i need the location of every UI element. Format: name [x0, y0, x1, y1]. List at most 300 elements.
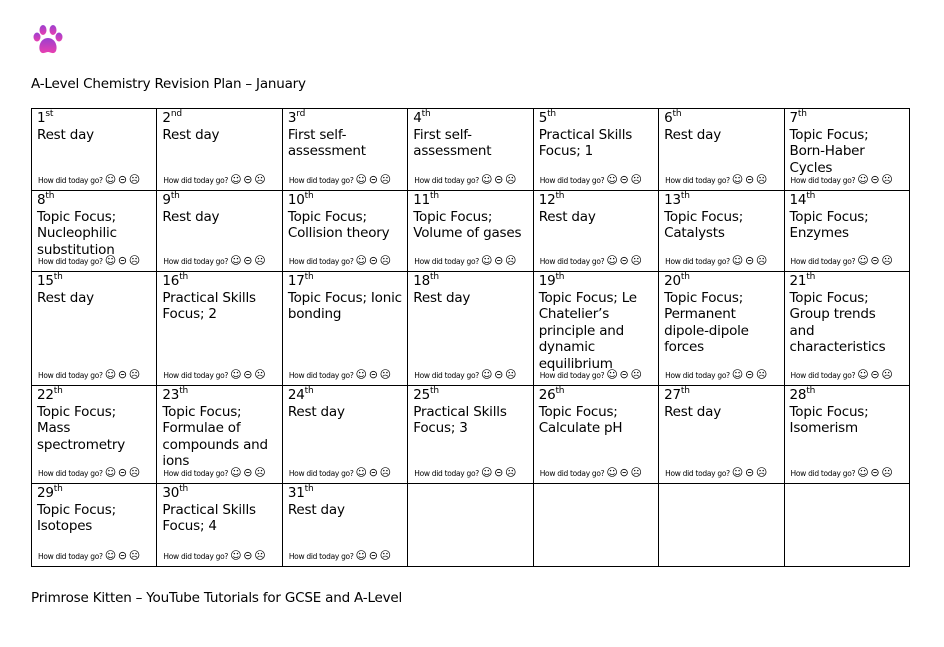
- day-cell: [659, 191, 784, 272]
- neutral-face-icon[interactable]: ⊝: [117, 367, 127, 381]
- day-cell: [408, 191, 533, 272]
- day-suffix: th: [179, 272, 189, 282]
- feedback-row: [791, 253, 893, 271]
- day-task: Topic Focus; Nucleophilic substitution: [37, 208, 117, 258]
- day-cell: [408, 272, 533, 386]
- day-cell: [157, 191, 282, 272]
- day-number: [539, 387, 653, 404]
- neutral-face-icon[interactable]: ⊝: [619, 172, 629, 186]
- happy-face-icon[interactable]: ☺: [355, 367, 367, 381]
- day-suffix: th: [680, 386, 690, 396]
- day-cell: [282, 272, 407, 386]
- day-suffix: th: [421, 109, 431, 119]
- sad-face-icon[interactable]: ☹: [505, 465, 517, 479]
- sad-face-icon[interactable]: ☹: [630, 172, 642, 186]
- day-task: Rest day: [37, 126, 94, 143]
- empty-day-cell: [408, 484, 533, 567]
- day-task: Topic Focus; Calculate pH: [538, 403, 623, 436]
- neutral-face-icon[interactable]: ⊝: [870, 367, 880, 381]
- day-suffix: th: [304, 386, 314, 396]
- day-suffix: th: [304, 191, 314, 201]
- calendar-week-row: [32, 484, 910, 567]
- day-number-value: 9: [162, 192, 171, 208]
- feedback-row: [414, 465, 516, 483]
- day-number-value: 5: [538, 110, 548, 126]
- paw-print-icon: [32, 24, 64, 56]
- feedback-prompt: How did today go?: [288, 175, 354, 185]
- feedback-row: [791, 367, 893, 385]
- day-cell: [157, 484, 282, 567]
- day-task: Rest day: [413, 289, 471, 306]
- empty-day-cell: [659, 484, 784, 567]
- day-number: [790, 110, 904, 127]
- day-task: Topic Focus; Enzymes: [789, 208, 869, 241]
- day-number-value: 19: [538, 273, 556, 289]
- day-cell: [784, 191, 909, 272]
- day-number: [288, 192, 402, 209]
- day-number-value: 7: [789, 110, 798, 126]
- neutral-face-icon[interactable]: ⊝: [368, 465, 378, 479]
- day-number-value: 24: [287, 387, 305, 403]
- feedback-prompt: How did today go?: [38, 551, 103, 561]
- feedback-prompt: How did today go?: [539, 256, 605, 266]
- feedback-prompt: How did today go?: [288, 370, 354, 380]
- day-task: Rest day: [37, 289, 94, 306]
- day-task: Topic Focus; Collision theory: [287, 208, 390, 241]
- sad-face-icon[interactable]: ☹: [881, 367, 893, 381]
- happy-face-icon[interactable]: ☺: [104, 367, 116, 381]
- feedback-prompt: How did today go?: [539, 468, 605, 478]
- calendar-week-row: [32, 386, 910, 484]
- feedback-row: [163, 465, 265, 483]
- calendar-week-row: [32, 109, 910, 191]
- day-suffix: st: [45, 109, 54, 119]
- feedback-prompt: How did today go?: [790, 468, 856, 478]
- happy-face-icon[interactable]: ☺: [606, 367, 618, 381]
- feedback-prompt: How did today go?: [539, 370, 605, 380]
- day-number: [790, 273, 904, 290]
- feedback-row: [289, 548, 391, 566]
- neutral-face-icon[interactable]: ⊝: [368, 548, 378, 562]
- happy-face-icon[interactable]: ☺: [355, 465, 367, 479]
- neutral-face-icon[interactable]: ⊝: [494, 172, 504, 186]
- feedback-prompt: How did today go?: [414, 370, 479, 380]
- happy-face-icon[interactable]: ☺: [480, 465, 493, 479]
- feedback-prompt: How did today go?: [163, 175, 229, 185]
- feedback-row: [791, 172, 893, 190]
- feedback-prompt: How did today go?: [288, 256, 354, 266]
- neutral-face-icon[interactable]: ⊝: [619, 253, 629, 267]
- feedback-prompt: How did today go?: [665, 256, 730, 266]
- happy-face-icon[interactable]: ☺: [606, 465, 618, 479]
- happy-face-icon[interactable]: ☺: [104, 548, 116, 562]
- neutral-face-icon[interactable]: ⊝: [117, 465, 127, 479]
- day-number: [413, 273, 527, 290]
- sad-face-icon[interactable]: ☹: [128, 548, 140, 562]
- feedback-prompt: How did today go?: [790, 256, 856, 266]
- sad-face-icon[interactable]: ☹: [755, 367, 768, 381]
- day-task: Practical Skills Focus; 2: [162, 289, 256, 322]
- day-suffix: th: [430, 191, 439, 201]
- day-cell: [282, 109, 407, 191]
- day-cell: [157, 272, 282, 386]
- sad-face-icon[interactable]: ☹: [755, 465, 768, 479]
- feedback-prompt: How did today go?: [665, 370, 730, 380]
- day-task: Rest day: [664, 126, 722, 143]
- day-task: Topic Focus; Ionic bonding: [287, 289, 402, 322]
- day-cell: [32, 191, 157, 272]
- day-cell: [408, 386, 533, 484]
- neutral-face-icon[interactable]: ⊝: [494, 367, 504, 381]
- neutral-face-icon[interactable]: ⊝: [368, 253, 378, 267]
- feedback-row: [665, 367, 767, 385]
- happy-face-icon[interactable]: ☺: [104, 172, 116, 186]
- day-number-value: 16: [162, 273, 180, 289]
- day-cell: [784, 386, 909, 484]
- day-task: Topic Focus; Isotopes: [37, 501, 116, 534]
- day-task: Practical Skills Focus; 3: [413, 403, 507, 436]
- day-suffix: th: [672, 109, 682, 119]
- day-cell: [282, 191, 407, 272]
- day-number-value: 3: [287, 110, 297, 126]
- day-number-value: 27: [664, 387, 681, 403]
- day-cell: [408, 109, 533, 191]
- happy-face-icon[interactable]: ☺: [857, 465, 869, 479]
- empty-day-cell: [533, 484, 658, 567]
- feedback-prompt: How did today go?: [414, 175, 479, 185]
- neutral-face-icon[interactable]: ⊝: [619, 465, 629, 479]
- feedback-row: [289, 172, 391, 190]
- happy-face-icon[interactable]: ☺: [480, 367, 493, 381]
- day-cell: [282, 484, 407, 567]
- neutral-face-icon[interactable]: ⊝: [368, 172, 378, 186]
- day-task: Topic Focus; Mass spectrometry: [37, 403, 126, 453]
- sad-face-icon[interactable]: ☹: [128, 465, 140, 479]
- day-cell: [32, 109, 157, 191]
- neutral-face-icon[interactable]: ⊝: [744, 465, 754, 479]
- sad-face-icon[interactable]: ☹: [505, 367, 517, 381]
- day-number: [413, 110, 527, 127]
- sad-face-icon[interactable]: ☹: [254, 548, 266, 562]
- feedback-row: [38, 172, 140, 190]
- sad-face-icon[interactable]: ☹: [881, 253, 893, 267]
- happy-face-icon[interactable]: ☺: [104, 253, 116, 267]
- neutral-face-icon[interactable]: ⊝: [870, 172, 880, 186]
- day-number: [162, 192, 276, 209]
- day-suffix: th: [45, 191, 55, 201]
- day-number: [288, 273, 402, 290]
- sad-face-icon[interactable]: ☹: [379, 172, 391, 186]
- day-number-value: 28: [789, 387, 807, 403]
- happy-face-icon[interactable]: ☺: [355, 253, 367, 267]
- happy-face-icon[interactable]: ☺: [230, 367, 242, 381]
- day-cell: [32, 484, 157, 567]
- day-cell: [533, 386, 658, 484]
- sad-face-icon[interactable]: ☹: [630, 367, 642, 381]
- feedback-row: [163, 548, 265, 566]
- day-number: [37, 387, 151, 404]
- neutral-face-icon[interactable]: ⊝: [243, 253, 253, 267]
- sad-face-icon[interactable]: ☹: [128, 367, 140, 381]
- sad-face-icon[interactable]: ☹: [254, 465, 266, 479]
- day-cell: [784, 109, 909, 191]
- day-suffix: th: [179, 386, 189, 396]
- feedback-prompt: How did today go?: [38, 175, 103, 185]
- day-suffix: th: [179, 484, 189, 494]
- day-number-value: 8: [37, 192, 46, 208]
- happy-face-icon[interactable]: ☺: [731, 172, 743, 186]
- feedback-prompt: How did today go?: [790, 175, 856, 185]
- day-number-value: 30: [162, 485, 180, 501]
- day-suffix: th: [555, 272, 565, 282]
- sad-face-icon[interactable]: ☹: [505, 253, 517, 267]
- day-suffix: th: [170, 191, 180, 201]
- happy-face-icon[interactable]: ☺: [731, 465, 743, 479]
- calendar-week-row: [32, 272, 910, 386]
- neutral-face-icon[interactable]: ⊝: [494, 465, 504, 479]
- day-cell: [32, 272, 157, 386]
- day-suffix: th: [304, 272, 314, 282]
- sad-face-icon[interactable]: ☹: [379, 548, 391, 562]
- feedback-row: [540, 465, 642, 483]
- day-cell: [282, 386, 407, 484]
- neutral-face-icon[interactable]: ⊝: [870, 253, 880, 267]
- feedback-row: [540, 172, 642, 190]
- day-suffix: nd: [170, 109, 182, 119]
- day-suffix: th: [53, 386, 63, 396]
- sad-face-icon[interactable]: ☹: [379, 367, 391, 381]
- day-number-value: 12: [538, 192, 556, 208]
- footer-text: Primrose Kitten – YouTube Tutorials for GCSE and A-Level: [31, 590, 403, 606]
- day-number-value: 4: [413, 110, 422, 126]
- feedback-prompt: How did today go?: [288, 468, 354, 478]
- feedback-row: [414, 367, 516, 385]
- happy-face-icon[interactable]: ☺: [230, 172, 242, 186]
- feedback-row: [414, 253, 516, 271]
- neutral-face-icon[interactable]: ⊝: [368, 367, 378, 381]
- feedback-row: [289, 367, 391, 385]
- day-task: Topic Focus; Volume of gases: [413, 208, 522, 241]
- neutral-face-icon[interactable]: ⊝: [117, 253, 127, 267]
- feedback-prompt: How did today go?: [38, 256, 103, 266]
- sad-face-icon[interactable]: ☹: [505, 172, 517, 186]
- happy-face-icon[interactable]: ☺: [104, 465, 116, 479]
- day-suffix: th: [430, 386, 439, 396]
- happy-face-icon[interactable]: ☺: [480, 253, 493, 267]
- happy-face-icon[interactable]: ☺: [857, 172, 869, 186]
- feedback-row: [791, 465, 893, 483]
- day-number: [790, 387, 904, 404]
- neutral-face-icon[interactable]: ⊝: [117, 172, 127, 186]
- neutral-face-icon[interactable]: ⊝: [619, 367, 629, 381]
- day-number: [790, 192, 904, 209]
- day-task: Topic Focus; Catalysts: [664, 208, 744, 241]
- day-number-value: 14: [789, 192, 807, 208]
- day-number: [162, 273, 276, 290]
- day-number-value: 11: [413, 192, 431, 208]
- day-number-value: 31: [287, 485, 305, 501]
- sad-face-icon[interactable]: ☹: [379, 253, 391, 267]
- day-number: [539, 192, 653, 209]
- feedback-row: [38, 367, 140, 385]
- day-number: [37, 110, 151, 127]
- revision-calendar: [31, 108, 910, 567]
- happy-face-icon[interactable]: ☺: [480, 172, 493, 186]
- day-number: [288, 387, 402, 404]
- day-number-value: 23: [162, 387, 180, 403]
- feedback-prompt: How did today go?: [163, 468, 229, 478]
- day-number-value: 22: [37, 387, 54, 403]
- day-number: [288, 110, 402, 127]
- happy-face-icon[interactable]: ☺: [230, 548, 242, 562]
- happy-face-icon[interactable]: ☺: [230, 253, 242, 267]
- neutral-face-icon[interactable]: ⊝: [744, 253, 754, 267]
- day-task: Topic Focus; Born-Haber Cycles: [789, 126, 869, 176]
- day-task: Practical Skills Focus; 4: [162, 501, 256, 534]
- neutral-face-icon[interactable]: ⊝: [243, 465, 253, 479]
- day-task: First self-assessment: [413, 126, 492, 159]
- feedback-prompt: How did today go?: [163, 551, 229, 561]
- happy-face-icon[interactable]: ☺: [731, 253, 743, 267]
- page-title: A-Level Chemistry Revision Plan – January: [31, 76, 306, 92]
- day-number-value: 26: [538, 387, 556, 403]
- sad-face-icon[interactable]: ☹: [755, 253, 768, 267]
- day-suffix: th: [555, 191, 565, 201]
- day-number: [37, 192, 151, 209]
- sad-face-icon[interactable]: ☹: [128, 172, 140, 186]
- day-number-value: 25: [413, 387, 431, 403]
- day-task: First self-assessment: [287, 126, 366, 159]
- happy-face-icon[interactable]: ☺: [731, 367, 743, 381]
- day-task: Rest day: [538, 208, 596, 225]
- day-suffix: th: [430, 272, 439, 282]
- day-number-value: 29: [37, 485, 54, 501]
- sad-face-icon[interactable]: ☹: [630, 465, 642, 479]
- neutral-face-icon[interactable]: ⊝: [870, 465, 880, 479]
- day-task: Topic Focus; Formulae of compounds and ions: [162, 403, 268, 469]
- day-cell: [659, 386, 784, 484]
- happy-face-icon[interactable]: ☺: [857, 367, 869, 381]
- day-number-value: 21: [789, 273, 807, 289]
- day-number: [162, 387, 276, 404]
- feedback-prompt: How did today go?: [539, 175, 605, 185]
- day-number-value: 18: [413, 273, 431, 289]
- feedback-row: [665, 172, 767, 190]
- sad-face-icon[interactable]: ☹: [881, 465, 893, 479]
- day-number-value: 2: [162, 110, 171, 126]
- neutral-face-icon[interactable]: ⊝: [744, 172, 754, 186]
- day-number: [37, 273, 151, 290]
- day-number: [664, 273, 778, 290]
- day-cell: [659, 109, 784, 191]
- sad-face-icon[interactable]: ☹: [755, 172, 768, 186]
- day-cell: [533, 191, 658, 272]
- day-cell: [784, 272, 909, 386]
- happy-face-icon[interactable]: ☺: [355, 172, 367, 186]
- day-suffix: th: [53, 484, 63, 494]
- happy-face-icon[interactable]: ☺: [606, 253, 618, 267]
- neutral-face-icon[interactable]: ⊝: [744, 367, 754, 381]
- day-task: Topic Focus; Group trends and characteristics: [789, 289, 886, 355]
- feedback-prompt: How did today go?: [163, 370, 229, 380]
- day-task: Rest day: [287, 501, 345, 518]
- feedback-prompt: How did today go?: [790, 370, 856, 380]
- day-suffix: th: [680, 272, 690, 282]
- feedback-prompt: How did today go?: [414, 256, 479, 266]
- neutral-face-icon[interactable]: ⊝: [117, 548, 127, 562]
- day-number-value: 1: [37, 110, 46, 126]
- day-number: [162, 110, 276, 127]
- day-task: Rest day: [162, 208, 220, 225]
- day-suffix: rd: [296, 109, 306, 119]
- neutral-face-icon[interactable]: ⊝: [243, 367, 253, 381]
- day-number: [539, 110, 653, 127]
- day-number: [664, 387, 778, 404]
- day-cell: [157, 109, 282, 191]
- neutral-face-icon[interactable]: ⊝: [243, 548, 253, 562]
- happy-face-icon[interactable]: ☺: [606, 172, 618, 186]
- feedback-prompt: How did today go?: [414, 468, 479, 478]
- day-cell: [659, 272, 784, 386]
- feedback-row: [163, 253, 265, 271]
- feedback-row: [414, 172, 516, 190]
- day-number-value: 6: [664, 110, 673, 126]
- day-number-value: 15: [37, 273, 54, 289]
- sad-face-icon[interactable]: ☹: [128, 253, 140, 267]
- day-suffix: th: [806, 272, 816, 282]
- sad-face-icon[interactable]: ☹: [630, 253, 642, 267]
- day-suffix: th: [680, 191, 690, 201]
- sad-face-icon[interactable]: ☹: [254, 172, 266, 186]
- day-number-value: 13: [664, 192, 681, 208]
- day-task: Topic Focus; Permanent dipole-dipole forces: [664, 289, 749, 355]
- happy-face-icon[interactable]: ☺: [355, 548, 367, 562]
- day-task: Rest day: [162, 126, 220, 143]
- day-number: [288, 485, 402, 502]
- day-number: [413, 192, 527, 209]
- neutral-face-icon[interactable]: ⊝: [243, 172, 253, 186]
- feedback-row: [163, 172, 265, 190]
- happy-face-icon[interactable]: ☺: [857, 253, 869, 267]
- sad-face-icon[interactable]: ☹: [379, 465, 391, 479]
- day-task: Rest day: [287, 403, 345, 420]
- feedback-prompt: How did today go?: [288, 551, 354, 561]
- neutral-face-icon[interactable]: ⊝: [494, 253, 504, 267]
- calendar-week-row: [32, 191, 910, 272]
- sad-face-icon[interactable]: ☹: [254, 253, 266, 267]
- day-cell: [32, 386, 157, 484]
- sad-face-icon[interactable]: ☹: [881, 172, 893, 186]
- happy-face-icon[interactable]: ☺: [230, 465, 242, 479]
- day-number: [413, 387, 527, 404]
- day-number-value: 20: [664, 273, 681, 289]
- feedback-row: [289, 465, 391, 483]
- day-suffix: th: [797, 109, 807, 119]
- feedback-prompt: How did today go?: [38, 370, 103, 380]
- feedback-row: [38, 465, 140, 483]
- day-number: [664, 192, 778, 209]
- day-task: Rest day: [664, 403, 722, 420]
- feedback-row: [289, 253, 391, 271]
- sad-face-icon[interactable]: ☹: [254, 367, 266, 381]
- day-task: Topic Focus; Isomerism: [789, 403, 869, 436]
- day-number: [37, 485, 151, 502]
- day-suffix: th: [53, 272, 63, 282]
- feedback-row: [540, 253, 642, 271]
- feedback-row: [665, 253, 767, 271]
- day-suffix: th: [304, 484, 314, 494]
- day-number: [162, 485, 276, 502]
